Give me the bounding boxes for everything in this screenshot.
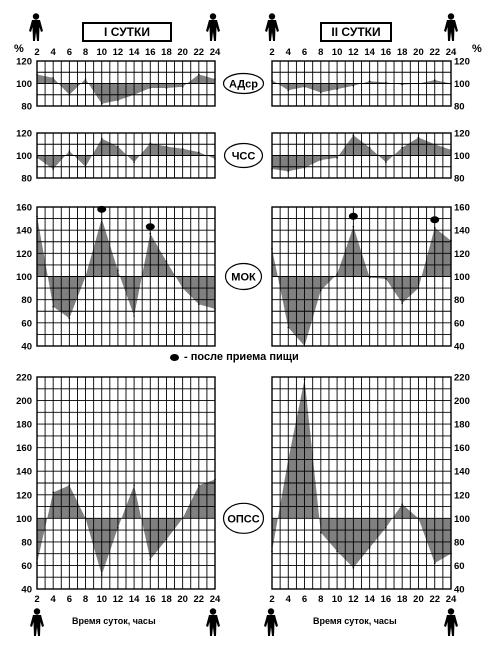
y-tick-label-left-mok: 120 <box>16 248 32 260</box>
x-tick-label-top-d2: 12 <box>348 47 359 58</box>
x-tick-label-bottom-d1: 2 <box>34 594 40 605</box>
x-tick-label-top-d1: 14 <box>128 47 140 58</box>
x-tick-label-bottom-d2: 18 <box>396 594 408 605</box>
x-tick-label-bottom-d1: 16 <box>144 594 156 605</box>
legend-text: - после приема пищи <box>184 351 299 363</box>
x-tick-label-bottom-d1: 10 <box>96 594 108 605</box>
x-tick-label-top-d1: 6 <box>66 47 73 58</box>
x-tick-label-top-d1: 4 <box>50 47 56 58</box>
x-tick-label-top-d2: 16 <box>380 47 392 58</box>
y-tick-label-left-opss: 60 <box>21 560 32 572</box>
figure-head <box>33 13 39 19</box>
x-tick-label-top-d1: 12 <box>112 47 124 58</box>
meal-marker-mok-day2-22 <box>430 216 439 223</box>
y-tick-label-left-opss: 180 <box>16 419 32 431</box>
x-tick-label-top-d1: 16 <box>144 47 156 58</box>
y-tick-label-right-opss: 40 <box>454 584 465 596</box>
y-tick-label-right-opss: 60 <box>454 560 465 572</box>
y-tick-label-left-adcr: 120 <box>16 56 32 68</box>
day2-label: II СУТКИ <box>320 22 392 42</box>
figure-body <box>206 20 220 41</box>
figure-body <box>264 615 278 636</box>
y-tick-label-right-mok: 160 <box>454 202 470 214</box>
x-tick-label-top-d2: 14 <box>364 47 375 58</box>
figure-body <box>29 20 43 41</box>
y-tick-label-right-chss: 100 <box>454 151 470 162</box>
x-tick-label-bottom-d2: 22 <box>429 594 441 605</box>
y-tick-label-left-adcr: 80 <box>21 101 32 113</box>
x-tick-label-bottom-d2: 24 <box>445 594 457 605</box>
x-tick-label-top-d2: 22 <box>429 47 441 58</box>
x-tick-label-bottom-d2: 4 <box>285 594 291 605</box>
x-tick-label-top-d2: 2 <box>269 47 275 58</box>
x-tick-label-bottom-d1: 4 <box>50 594 56 605</box>
figure-head <box>210 608 216 614</box>
y-tick-label-right-adcr: 80 <box>454 101 465 113</box>
percent-label-left: % <box>14 43 24 55</box>
figure-head <box>34 608 40 614</box>
x-tick-label-bottom-d2: 10 <box>331 594 343 605</box>
x-tick-label-top-d1: 24 <box>209 47 221 58</box>
x-tick-label-bottom-d1: 8 <box>82 594 89 605</box>
y-tick-label-right-chss: 80 <box>454 173 465 185</box>
y-tick-label-left-chss: 80 <box>21 173 32 185</box>
y-tick-label-left-mok: 100 <box>16 272 32 283</box>
x-tick-label-top-d2: 4 <box>285 47 291 58</box>
y-tick-label-left-opss: 40 <box>21 584 32 596</box>
y-tick-label-right-adcr: 120 <box>454 56 470 68</box>
x-tick-label-bottom-d2: 12 <box>348 594 359 605</box>
x-axis-caption-day2: Время суток, часы <box>313 616 397 626</box>
y-tick-label-left-mok: 60 <box>21 318 32 330</box>
y-tick-label-left-opss: 140 <box>16 466 32 478</box>
x-tick-label-bottom-d1: 14 <box>128 594 140 605</box>
chart-opss <box>16 373 470 596</box>
figure-head <box>448 13 454 19</box>
figure-body <box>265 20 279 41</box>
y-tick-label-left-mok: 40 <box>21 341 32 353</box>
y-tick-label-right-mok: 120 <box>454 248 470 260</box>
x-tick-label-bottom-d1: 18 <box>161 594 172 605</box>
y-tick-label-left-mok: 140 <box>16 225 32 237</box>
figure-body <box>30 615 44 636</box>
series-label-chss: ЧСС <box>231 150 256 163</box>
human-figure-icon-top-right <box>444 13 458 41</box>
y-tick-label-right-mok: 140 <box>454 225 470 237</box>
figure-head <box>269 13 275 19</box>
human-figure-icon-bottom-left <box>30 608 44 636</box>
x-tick-label-bottom-d2: 20 <box>413 594 424 605</box>
y-tick-label-right-opss: 200 <box>454 396 470 408</box>
chart-chss-day2 <box>271 133 452 178</box>
y-tick-label-left-opss: 80 <box>21 537 32 549</box>
figure-head <box>448 608 454 614</box>
y-tick-label-left-chss: 100 <box>16 151 32 162</box>
chart-adcr-day1 <box>36 61 216 106</box>
chart-mok-day2 <box>271 207 452 347</box>
y-tick-label-right-opss: 140 <box>454 466 470 478</box>
figure-body <box>444 20 458 41</box>
chart-mok <box>16 203 470 353</box>
series-label-mok: МОК <box>231 271 256 284</box>
series-label-opss: ОПСС <box>227 513 260 526</box>
x-tick-label-top-d1: 22 <box>193 47 205 58</box>
human-figure-icon-top-mid-left <box>206 13 220 41</box>
x-tick-label-bottom-d1: 24 <box>209 594 221 605</box>
x-tick-label-bottom-d1: 12 <box>112 594 124 605</box>
x-tick-label-bottom-d1: 20 <box>177 594 188 605</box>
figure-body <box>206 615 220 636</box>
x-tick-label-bottom-d1: 22 <box>193 594 205 605</box>
x-tick-label-bottom-d2: 16 <box>380 594 392 605</box>
human-figure-icon-bottom-mid-left <box>206 608 220 636</box>
y-tick-label-right-adcr: 100 <box>454 79 470 90</box>
y-tick-label-left-opss: 100 <box>16 513 32 525</box>
day1-label: I СУТКИ <box>82 22 172 42</box>
y-tick-label-left-mok: 160 <box>16 202 32 214</box>
human-figure-icon-bottom-mid-right <box>264 608 278 636</box>
figure-head <box>268 608 274 614</box>
chart-opss-day2 <box>271 377 452 589</box>
x-axis-caption-day1: Время суток, часы <box>72 616 156 626</box>
x-tick-label-top-d1: 18 <box>161 47 172 58</box>
x-tick-label-top-d2: 24 <box>445 47 457 58</box>
chart-adcr <box>16 57 470 113</box>
y-tick-label-right-opss: 100 <box>454 513 470 525</box>
x-tick-label-top-d2: 18 <box>396 47 408 58</box>
human-figure-icon-top-mid-right <box>265 13 279 41</box>
meal-marker-mok-day2-12 <box>349 213 358 220</box>
y-tick-label-left-opss: 220 <box>16 372 32 384</box>
x-tick-label-top-d2: 8 <box>318 47 324 58</box>
x-tick-label-bottom-d2: 2 <box>269 594 275 605</box>
human-figure-icon-bottom-right <box>444 608 458 636</box>
x-tick-label-top-d1: 20 <box>177 47 188 58</box>
y-tick-label-right-mok: 60 <box>454 318 465 330</box>
human-figure-icon-top-left <box>29 13 43 41</box>
series-label-adcr: АДср <box>228 78 259 91</box>
x-tick-label-bottom-d1: 6 <box>66 594 73 605</box>
meal-marker-mok-day1-16 <box>146 223 155 230</box>
x-tick-label-top-d1: 2 <box>34 47 40 58</box>
x-tick-label-bottom-d2: 14 <box>364 594 375 605</box>
y-tick-label-right-opss: 80 <box>454 537 465 549</box>
x-tick-label-bottom-d2: 8 <box>318 594 324 605</box>
y-tick-label-left-mok: 80 <box>21 295 32 307</box>
y-tick-label-right-mok: 100 <box>454 272 470 283</box>
meal-marker-mok-day1-10 <box>97 206 106 213</box>
y-tick-label-right-chss: 120 <box>454 128 470 140</box>
chart-mok-day1 <box>36 206 216 346</box>
y-tick-label-left-opss: 200 <box>16 396 32 408</box>
x-tick-label-bottom-d2: 6 <box>301 594 308 605</box>
y-tick-label-right-opss: 180 <box>454 419 470 431</box>
y-tick-label-left-chss: 120 <box>16 128 32 140</box>
x-tick-label-top-d1: 10 <box>96 47 108 58</box>
chart-opss-day1 <box>36 377 216 589</box>
figure-head <box>210 13 216 19</box>
x-tick-label-top-d2: 20 <box>413 47 424 58</box>
chart-chss-day1 <box>36 133 216 178</box>
x-tick-label-top-d2: 10 <box>331 47 343 58</box>
y-tick-label-right-opss: 120 <box>454 490 470 502</box>
y-tick-label-right-opss: 160 <box>454 443 470 455</box>
chart-adcr-day2 <box>271 61 452 106</box>
y-tick-label-right-mok: 40 <box>454 341 465 353</box>
y-tick-label-right-opss: 220 <box>454 372 470 384</box>
figure-body <box>444 615 458 636</box>
y-tick-label-left-opss: 120 <box>16 490 32 502</box>
y-tick-label-left-adcr: 100 <box>16 79 32 90</box>
y-tick-label-left-opss: 160 <box>16 443 32 455</box>
percent-label-right: % <box>472 43 482 55</box>
chart-chss <box>16 129 470 185</box>
x-tick-label-top-d2: 6 <box>301 47 308 58</box>
y-tick-label-right-mok: 80 <box>454 295 465 307</box>
x-tick-label-top-d1: 8 <box>82 47 89 58</box>
